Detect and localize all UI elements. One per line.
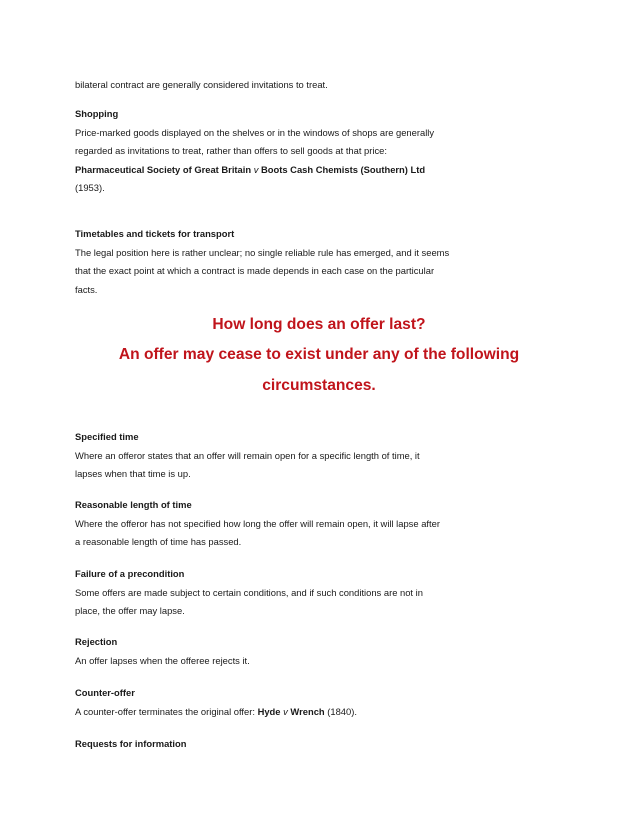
section-counter-offer — [75, 684, 357, 721]
section-heading: Reasonable length of time — [75, 499, 192, 510]
paragraph-line: Where the offeror has not specified how long the offer will remain open, it will lapse after — [75, 517, 440, 529]
title-line-3: circumstances. — [262, 377, 376, 394]
paragraph-line — [75, 703, 357, 722]
section-rejection — [75, 633, 250, 670]
section-heading: Shopping — [75, 108, 119, 119]
paragraph-line: regarded as invitations to treat, rather than offers to sell goods at that price: — [75, 145, 387, 156]
paragraph-line: Price-marked goods displayed on the shelves or in the windows of shops are generally — [75, 126, 435, 138]
section-heading: Counter-offer — [75, 687, 135, 698]
paragraph-line: that the exact point at which a contract is made depends in each case on the particular — [75, 265, 435, 276]
section-requests — [75, 735, 186, 754]
section-heading: Rejection — [75, 636, 118, 647]
section-heading: Timetables and tickets for transport — [75, 228, 235, 239]
case-year: (1953). — [75, 182, 105, 193]
section-reasonable-time — [75, 496, 440, 552]
section-specified-time — [75, 428, 420, 484]
paragraph-line: An offer lapses when the offeree rejects it. — [75, 654, 250, 666]
paragraph-line: The legal position here is rather unclear; no single reliable rule has emerged, and it seems — [75, 246, 450, 258]
section-timetables — [75, 225, 449, 299]
section-heading: Specified time — [75, 431, 139, 442]
paragraph-text: A counter-offer terminates the original offer: — [75, 705, 258, 717]
paragraph-line: facts. — [75, 283, 98, 295]
section-precondition — [75, 565, 423, 621]
paragraph-line: place, the offer may lapse. — [75, 605, 185, 616]
case-versus: v — [283, 705, 288, 717]
title-line-1: How long does an offer last? — [212, 316, 426, 333]
case-name: Boots Cash Chemists (Southern) Ltd — [261, 163, 426, 175]
paragraph-line: Where an offeror states that an offer will remain open for a specific length of time, it — [75, 449, 420, 461]
paragraph-line: Some offers are made subject to certain conditions, and if such conditions are not in — [75, 586, 423, 598]
case-citation — [75, 161, 434, 180]
section-heading: Failure of a precondition — [75, 568, 185, 579]
case-year: (1840). — [324, 705, 357, 717]
case-versus: v — [253, 163, 259, 175]
title-line-2: An offer may cease to exist under any of the following — [118, 346, 520, 363]
section-heading: Requests for information — [75, 738, 187, 749]
section-shopping — [75, 105, 434, 198]
case-name: Wrench — [290, 705, 325, 717]
paragraph-line: lapses when that time is up. — [75, 468, 191, 479]
intro-text: bilateral contract are generally considered invitations to treat. — [75, 79, 328, 90]
case-name: Pharmaceutical Society of Great Britain — [75, 163, 252, 175]
paragraph-line: a reasonable length of time has passed. — [75, 536, 242, 547]
case-name: Hyde — [257, 705, 281, 717]
